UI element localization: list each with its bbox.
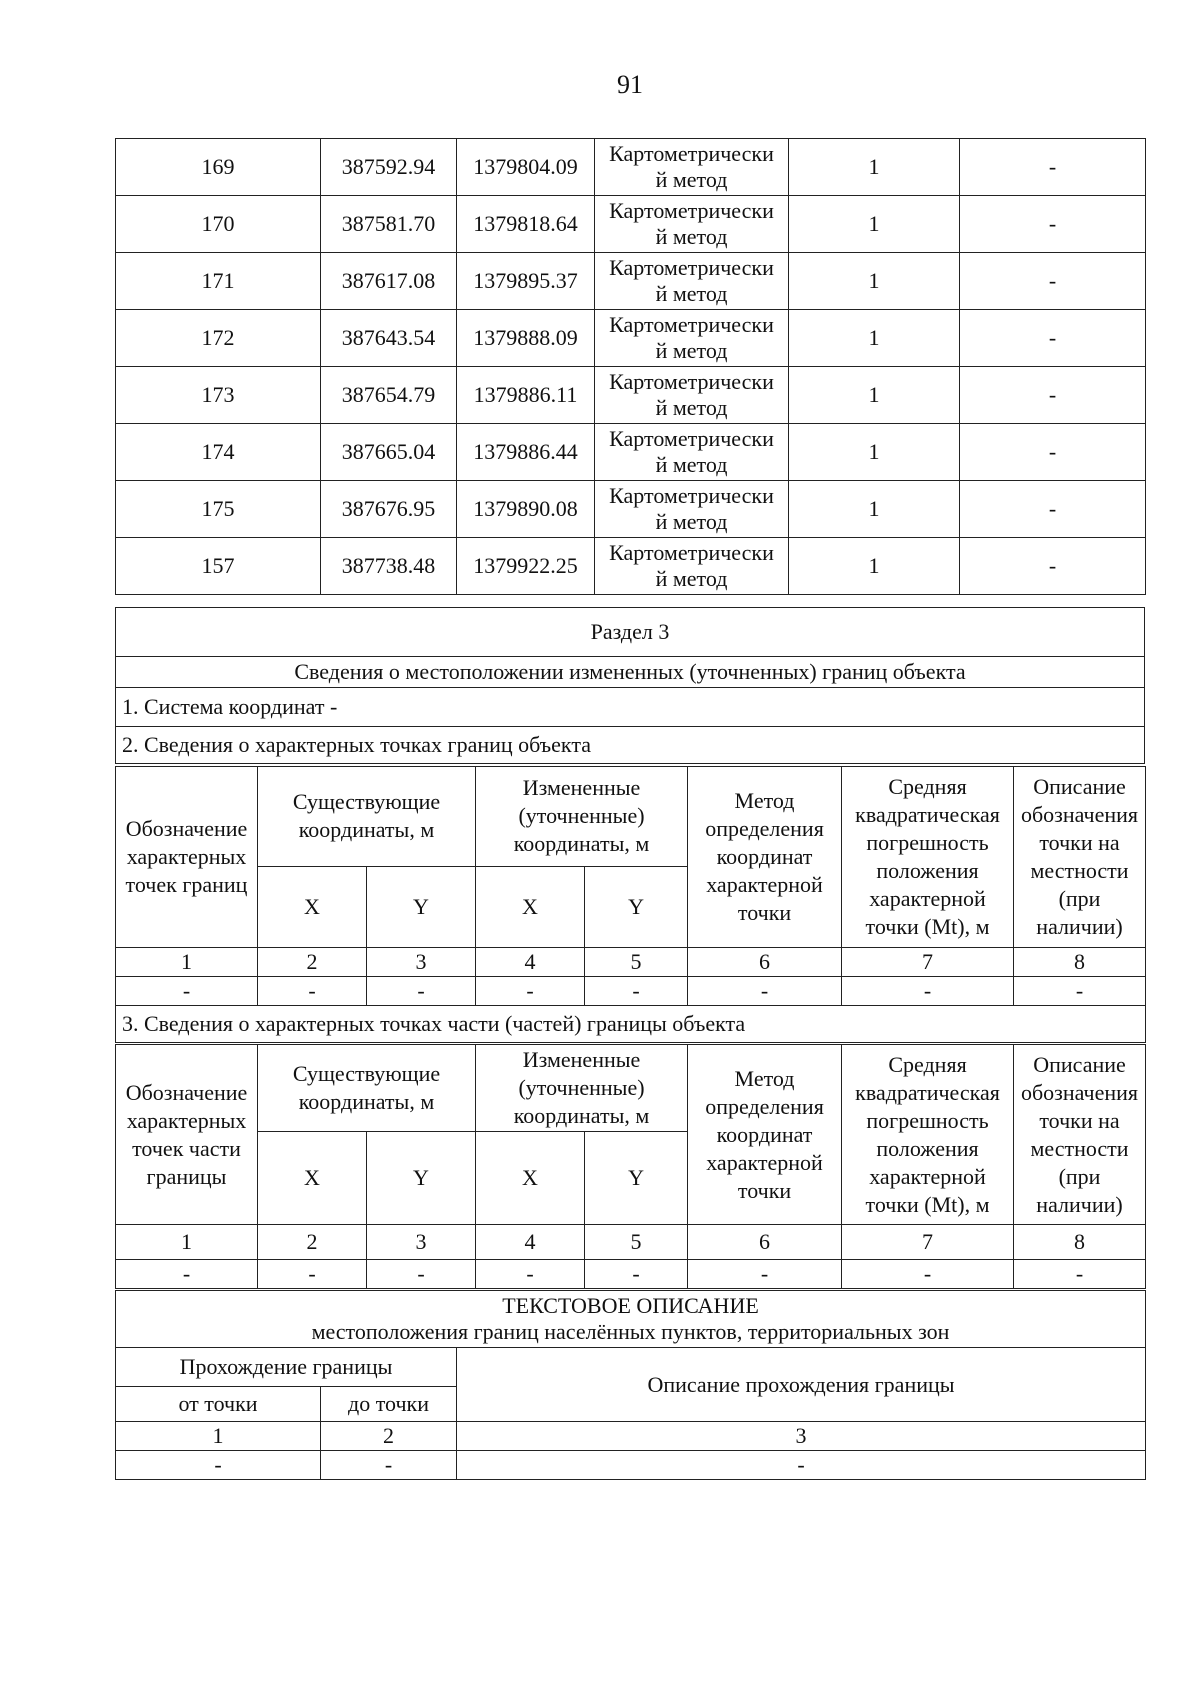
method-header: Метод определения координат характерной точки bbox=[688, 767, 842, 948]
coord-y: 1379888.09 bbox=[457, 310, 595, 367]
coord-x: 387592.94 bbox=[321, 139, 457, 196]
empty-cell: - bbox=[116, 1451, 321, 1480]
method: Картометрически й метод bbox=[595, 310, 789, 367]
description: - bbox=[960, 424, 1146, 481]
point-number: 170 bbox=[116, 196, 321, 253]
empty-cell: - bbox=[457, 1451, 1146, 1480]
passage-description-header: Описание прохождения границы bbox=[457, 1348, 1146, 1422]
coord-x: 387738.48 bbox=[321, 538, 457, 595]
method: Картометрически й метод bbox=[595, 139, 789, 196]
col-num: 3 bbox=[457, 1422, 1146, 1451]
accuracy: 1 bbox=[789, 481, 960, 538]
coord-x: 387654.79 bbox=[321, 367, 457, 424]
table-row bbox=[116, 424, 1146, 481]
accuracy: 1 bbox=[789, 310, 960, 367]
col-num: 8 bbox=[1014, 948, 1146, 977]
empty-cell: - bbox=[585, 977, 688, 1006]
coord-y: 1379818.64 bbox=[457, 196, 595, 253]
section-title: Раздел 3 bbox=[116, 608, 1145, 657]
changed-y: Y bbox=[585, 866, 688, 947]
col-num: 1 bbox=[116, 1422, 321, 1451]
empty-cell: - bbox=[1014, 977, 1146, 1006]
accuracy: 1 bbox=[789, 196, 960, 253]
accuracy: 1 bbox=[789, 424, 960, 481]
error-header: Средняя квадратическая погрешность положения характерной точки (Mt), м bbox=[842, 1045, 1014, 1225]
table-row bbox=[116, 481, 1146, 538]
coord-x: 387643.54 bbox=[321, 310, 457, 367]
col-num: 1 bbox=[116, 1225, 258, 1260]
col-num: 4 bbox=[476, 1225, 585, 1260]
coord-y: 1379895.37 bbox=[457, 253, 595, 310]
empty-cell: - bbox=[688, 977, 842, 1006]
to-point-header: до точки bbox=[321, 1387, 457, 1422]
description-header: Описание обозначения точки на местности (при наличии) bbox=[1014, 767, 1146, 948]
coord-x: 387581.70 bbox=[321, 196, 457, 253]
description: - bbox=[960, 196, 1146, 253]
table-row bbox=[116, 367, 1146, 424]
coord-y: 1379890.08 bbox=[457, 481, 595, 538]
empty-cell: - bbox=[367, 977, 476, 1006]
coord-x: 387676.95 bbox=[321, 481, 457, 538]
point-number: 173 bbox=[116, 367, 321, 424]
col-num: 1 bbox=[116, 948, 258, 977]
point-number: 169 bbox=[116, 139, 321, 196]
col-num: 5 bbox=[585, 1225, 688, 1260]
accuracy: 1 bbox=[789, 367, 960, 424]
description: - bbox=[960, 310, 1146, 367]
coord-system: 1. Система координат - bbox=[116, 688, 1145, 727]
existing-coords-header: Существующие координаты, м bbox=[258, 767, 476, 867]
point-number: 174 bbox=[116, 424, 321, 481]
changed-x: X bbox=[476, 866, 585, 947]
from-point-header: от точки bbox=[116, 1387, 321, 1422]
empty-cell: - bbox=[116, 1260, 258, 1289]
method: Картометрически й метод bbox=[595, 367, 789, 424]
text-description-table bbox=[115, 1290, 1146, 1480]
page-number: 91 bbox=[617, 70, 643, 99]
empty-cell: - bbox=[688, 1260, 842, 1289]
col-num: 8 bbox=[1014, 1225, 1146, 1260]
col-num: 2 bbox=[321, 1422, 457, 1451]
table-row bbox=[116, 196, 1146, 253]
empty-cell: - bbox=[258, 1260, 367, 1289]
coord-y: 1379922.25 bbox=[457, 538, 595, 595]
section3-header bbox=[115, 607, 1145, 764]
description-header: Описание обозначения точки на местности (при наличии) bbox=[1014, 1045, 1146, 1225]
error-header: Средняя квадратическая погрешность положения характерной точки (Mt), м bbox=[842, 767, 1014, 948]
col-num: 4 bbox=[476, 948, 585, 977]
coord-x: 387665.04 bbox=[321, 424, 457, 481]
col-num: 6 bbox=[688, 1225, 842, 1260]
changed-coords-header: Измененные (уточненные) координаты, м bbox=[476, 1045, 688, 1132]
points-table bbox=[115, 138, 1146, 595]
accuracy: 1 bbox=[789, 139, 960, 196]
empty-cell: - bbox=[842, 1260, 1014, 1289]
existing-coords-header: Существующие координаты, м bbox=[258, 1045, 476, 1132]
table-row bbox=[116, 538, 1146, 595]
method: Картометрически й метод bbox=[595, 253, 789, 310]
empty-cell: - bbox=[476, 1260, 585, 1289]
description: - bbox=[960, 367, 1146, 424]
empty-cell: - bbox=[116, 977, 258, 1006]
col-num: 2 bbox=[258, 948, 367, 977]
empty-cell: - bbox=[367, 1260, 476, 1289]
boundary-points-grid bbox=[115, 766, 1146, 1043]
accuracy: 1 bbox=[789, 538, 960, 595]
table-row bbox=[116, 139, 1146, 196]
designation-header: Обозначение характерных точек части границы bbox=[116, 1045, 258, 1225]
existing-x: X bbox=[258, 1132, 367, 1225]
empty-cell: - bbox=[842, 977, 1014, 1006]
method: Картометрически й метод bbox=[595, 481, 789, 538]
col-num: 3 bbox=[367, 948, 476, 977]
existing-y: Y bbox=[367, 866, 476, 947]
text-description-title: ТЕКСТОВОЕ ОПИСАНИЕ местоположения границ населённых пунктов, территориальных зон bbox=[116, 1291, 1146, 1348]
point-number: 175 bbox=[116, 481, 321, 538]
method: Картометрически й метод bbox=[595, 538, 789, 595]
empty-cell: - bbox=[585, 1260, 688, 1289]
passage-header: Прохождение границы bbox=[116, 1348, 457, 1387]
col-num: 7 bbox=[842, 1225, 1014, 1260]
description: - bbox=[960, 538, 1146, 595]
parts-heading: 3. Сведения о характерных точках части (частей) границы объекта bbox=[116, 1006, 1146, 1043]
table-row bbox=[116, 310, 1146, 367]
part-points-grid bbox=[115, 1044, 1146, 1289]
point-number: 157 bbox=[116, 538, 321, 595]
col-num: 7 bbox=[842, 948, 1014, 977]
description: - bbox=[960, 253, 1146, 310]
table-row bbox=[116, 253, 1146, 310]
empty-cell: - bbox=[321, 1451, 457, 1480]
col-num: 5 bbox=[585, 948, 688, 977]
coord-y: 1379886.44 bbox=[457, 424, 595, 481]
method: Картометрически й метод bbox=[595, 424, 789, 481]
empty-cell: - bbox=[1014, 1260, 1146, 1289]
existing-x: X bbox=[258, 866, 367, 947]
existing-y: Y bbox=[367, 1132, 476, 1225]
accuracy: 1 bbox=[789, 253, 960, 310]
section-subtitle: Сведения о местоположении измененных (уточненных) границ объекта bbox=[116, 657, 1145, 688]
point-number: 171 bbox=[116, 253, 321, 310]
col-num: 2 bbox=[258, 1225, 367, 1260]
method: Картометрически й метод bbox=[595, 196, 789, 253]
col-num: 3 bbox=[367, 1225, 476, 1260]
description: - bbox=[960, 481, 1146, 538]
empty-cell: - bbox=[258, 977, 367, 1006]
points-heading: 2. Сведения о характерных точках границ объекта bbox=[116, 727, 1145, 764]
point-number: 172 bbox=[116, 310, 321, 367]
changed-x: X bbox=[476, 1132, 585, 1225]
designation-header: Обозначение характерных точек границ bbox=[116, 767, 258, 948]
changed-y: Y bbox=[585, 1132, 688, 1225]
coord-y: 1379886.11 bbox=[457, 367, 595, 424]
method-header: Метод определения координат характерной точки bbox=[688, 1045, 842, 1225]
col-num: 6 bbox=[688, 948, 842, 977]
changed-coords-header: Измененные (уточненные) координаты, м bbox=[476, 767, 688, 867]
coord-x: 387617.08 bbox=[321, 253, 457, 310]
description: - bbox=[960, 139, 1146, 196]
coord-y: 1379804.09 bbox=[457, 139, 595, 196]
empty-cell: - bbox=[476, 977, 585, 1006]
